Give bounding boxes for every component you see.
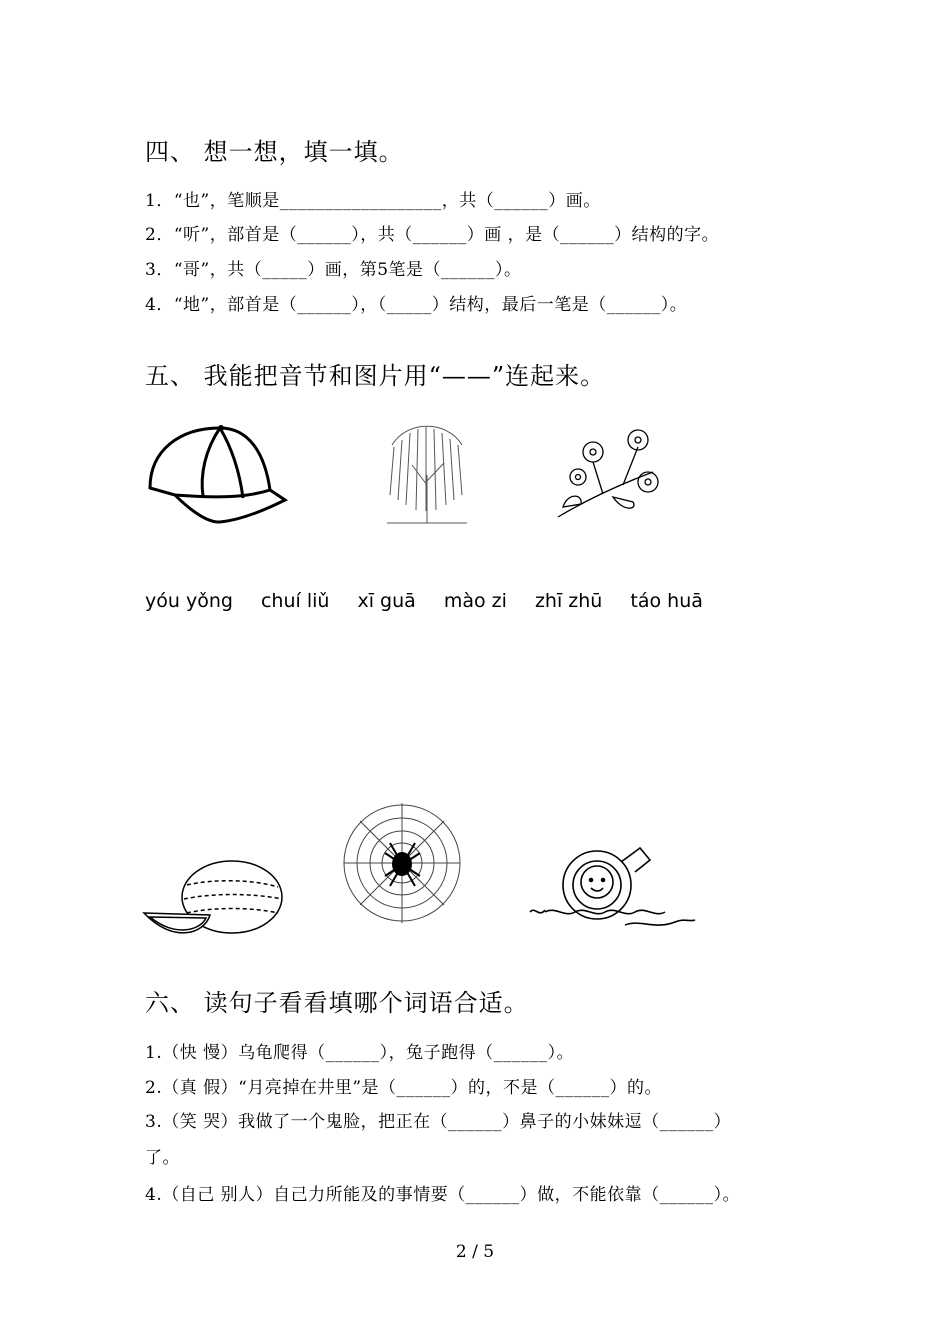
section-6-line-3-cont: 了。 [145,1148,180,1168]
section-4-heading: 四、 想一想，填一填。 [145,138,404,166]
section-4-line-2: 2．“听”，部首是（______），共（______）画 ，是（______）结构的字。 [145,225,720,245]
section-6-line-2: 2.（真 假）“月亮掉在井里”是（______）的，不是（______）的。 [145,1078,663,1098]
section-6-line-1: 1.（快 慢）乌龟爬得（______），兔子跑得（______）。 [145,1043,575,1063]
section-5-heading: 五、 我能把音节和图片用“——”连起来。 [145,362,606,390]
section-6-line-3: 3.（笑 哭）我做了一个鬼脸，把正在（______）鼻子的小妹妹逗（______） [145,1112,732,1132]
pinyin-item: yóu yǒng [145,590,233,612]
pinyin-item: táo huā [630,590,703,612]
section-4-line-3: 3．“哥”，共（_____）画，第5笔是（______）。 [145,260,522,280]
pinyin-item: mào zi [443,590,507,612]
willow-icon [372,415,482,527]
spider-web-icon [340,798,465,943]
pinyin-item: chuí liǔ [260,590,330,612]
watermelon-icon [142,855,287,945]
section-6-line-4: 4.（自己 别人）自己力所能及的事情要（______）做，不能依靠（______）。 [145,1185,741,1205]
swimming-child-icon [525,840,697,935]
section-6-heading: 六、 读句子看看填哪个词语合适。 [145,989,529,1017]
section-4-line-4: 4．“地”，部首是（______），（_____）结构，最后一笔是（______）。 [145,295,688,315]
pinyin-row [145,590,725,612]
section-4-line-1: 1．“也”，笔顺是__________________，共（______）画。 [145,191,601,211]
cap-icon [145,420,290,525]
peach-blossom-icon [553,422,668,527]
pinyin-item: xī guā [357,590,416,612]
pinyin-item: zhī zhū [534,590,603,612]
page-number: 2 / 5 [455,1242,495,1262]
